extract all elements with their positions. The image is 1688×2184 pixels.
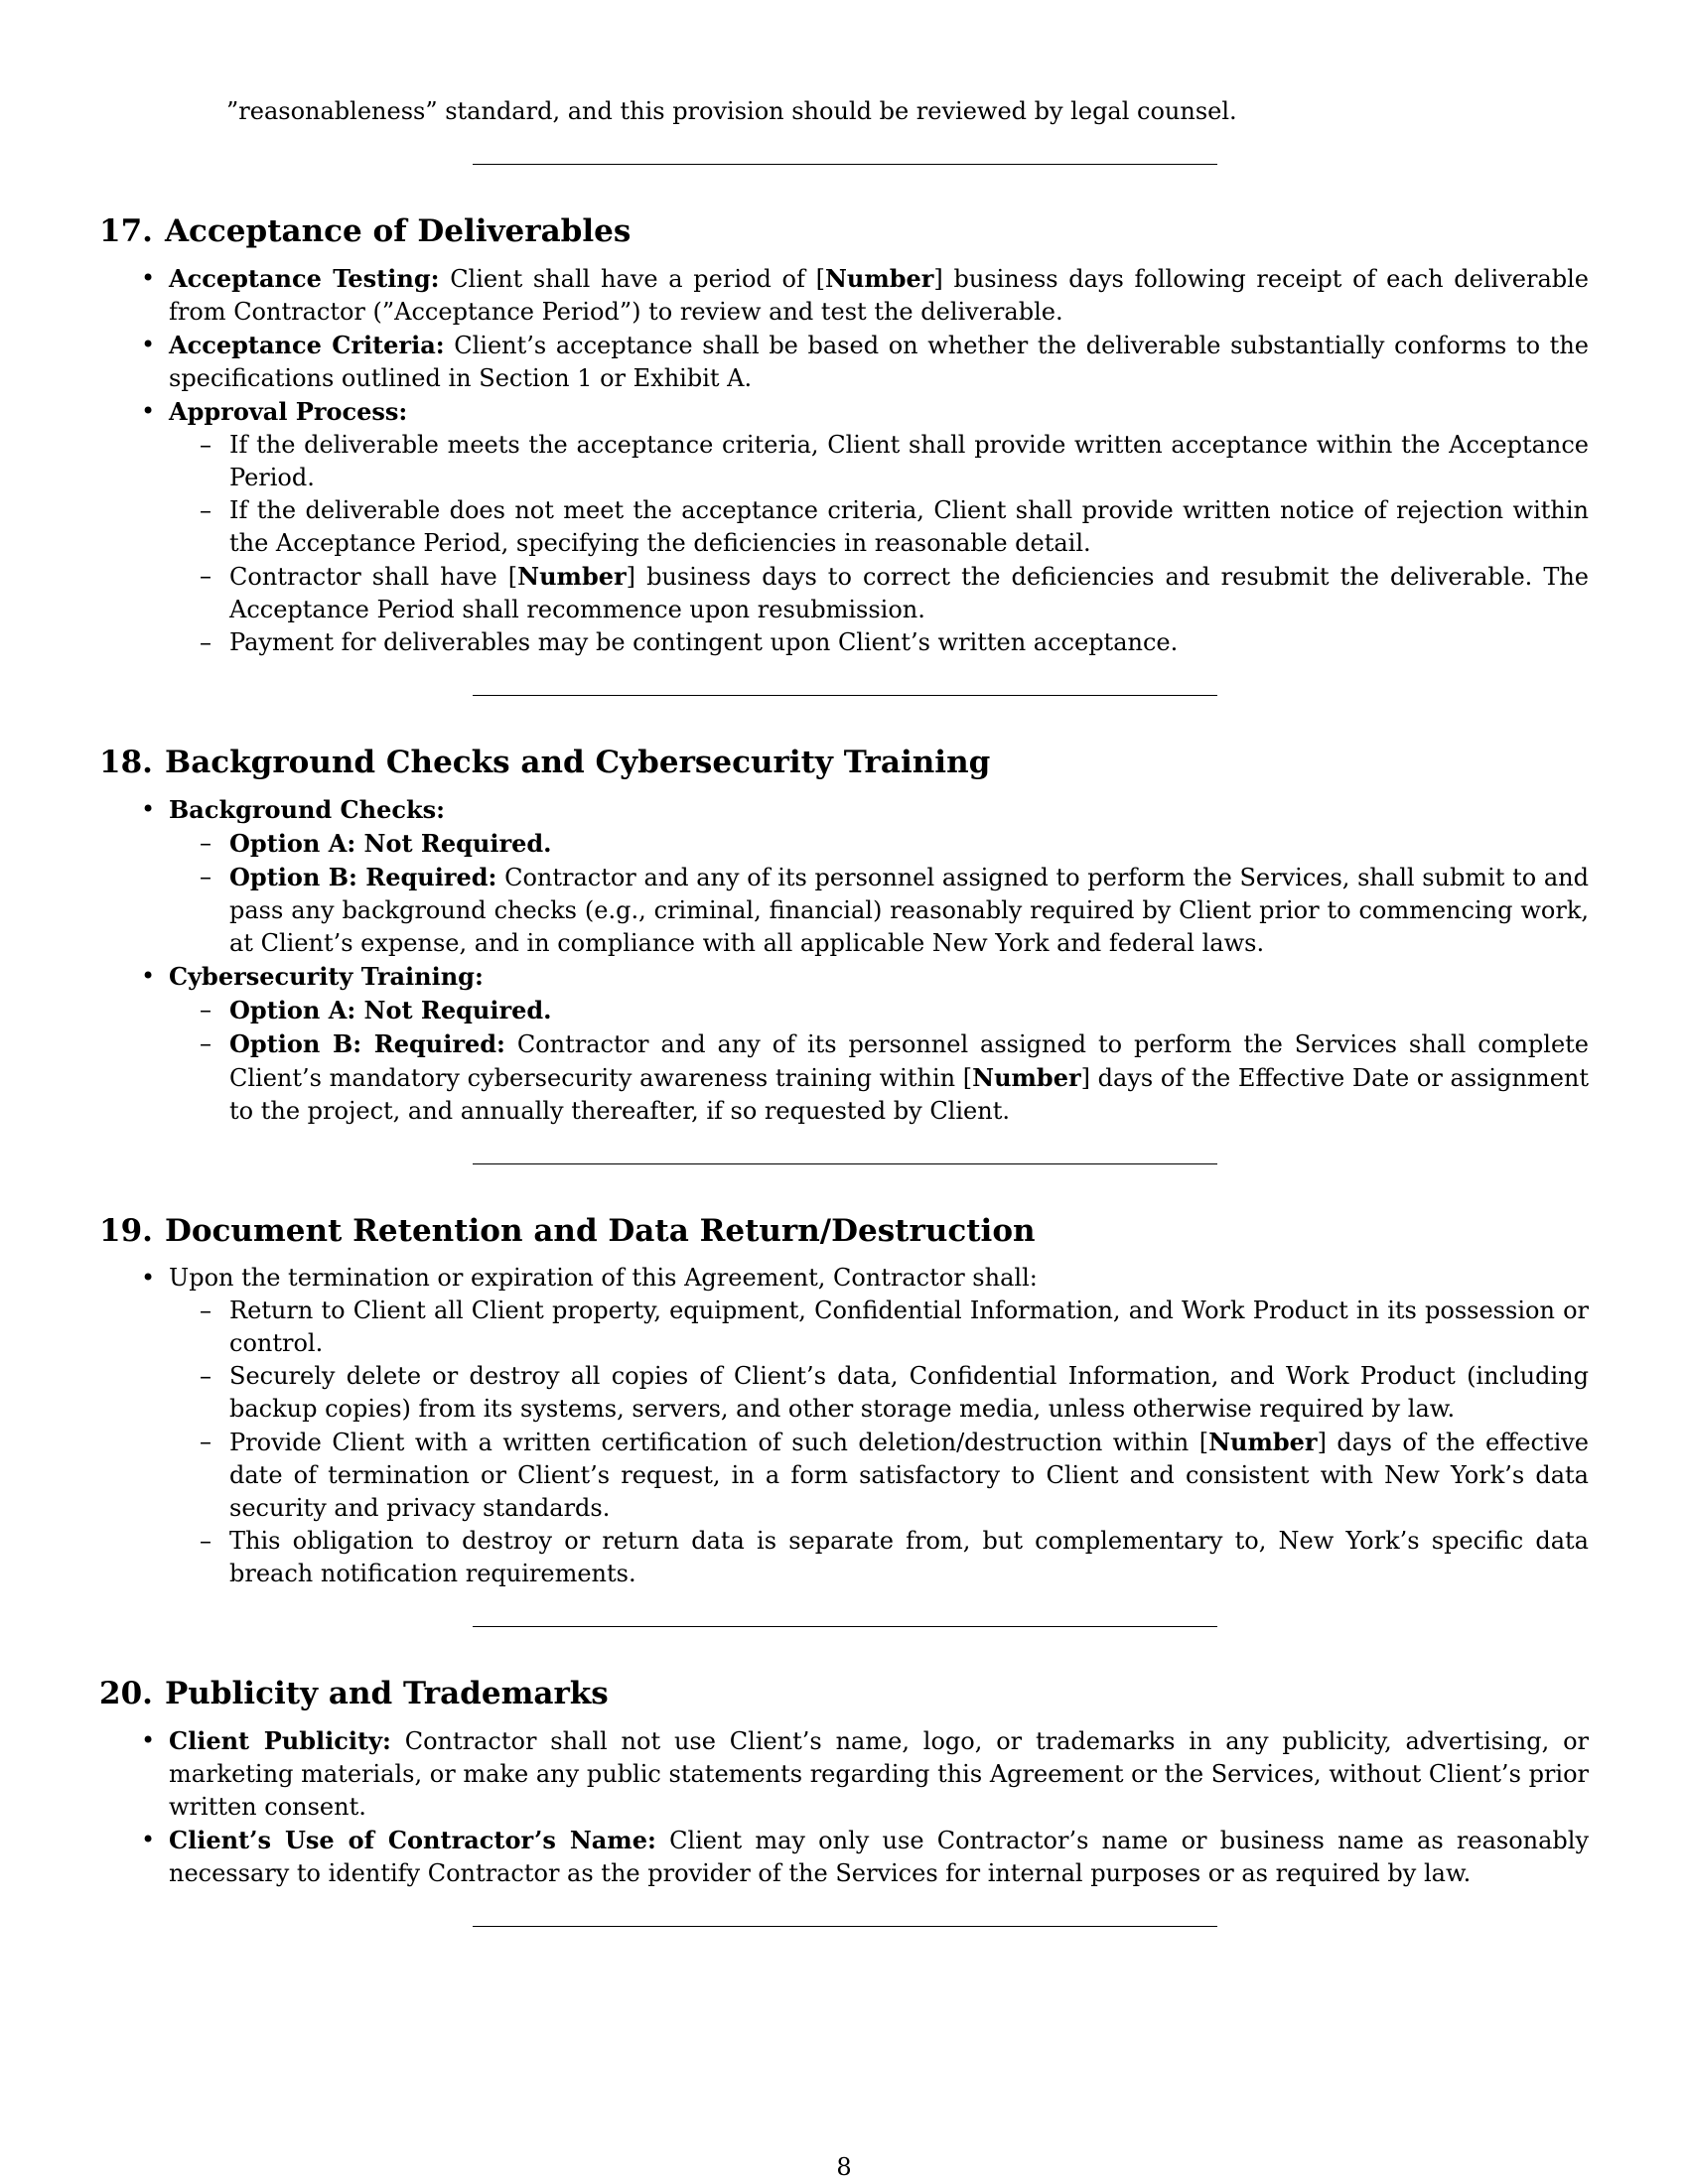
item-text: ] days of the effective date of termination or Client’s request, in a form satisfactory to Client and consistent with New York’s data security and privacy standards. [229,1429,1590,1522]
bullet-list [99,262,1589,659]
section-number: 19. [99,1213,153,1249]
section-divider [473,1926,1217,1927]
document-page [99,95,1589,1927]
list-item [169,1824,1589,1890]
item-text: Contractor shall have [ [229,563,518,591]
item-label: Acceptance Criteria: [169,331,445,359]
item-text: ] days of the Effective Date or assignment to the project, and annually thereafter, if so requested by Client. [229,1064,1589,1125]
item-text: ] business days to correct the deficiencies and resubmit the deliverable. The Acceptance Period shall recommence upon resubmission. [229,563,1589,623]
section-divider [473,1163,1217,1164]
item-text: Contractor shall not use Client’s name, logo, or trademarks in any publicity, advertising, or marketing materials, or make any public statements regarding this Agreement or the Services, without Client’s prior written consent. [169,1727,1589,1821]
section-19 [99,1210,1589,1590]
list-item [169,793,1589,960]
item-text: ] business days following receipt of each deliverable from Contractor (”Acceptance Period”) to review and test the deliverable. [169,265,1589,326]
section-17 [99,210,1589,659]
list-item [169,1724,1589,1824]
option-label: Option A: Not Required. [229,996,552,1024]
item-text: Client shall have a period of [ [439,265,825,293]
item-text: Contractor and any of its personnel assigned to perform the Services shall complete Client’s mandatory cybersecurity awareness training within [ [229,1030,1590,1092]
list-item [169,1262,1589,1590]
placeholder-number: Number [517,562,627,591]
item-label: Background Checks: [169,795,445,824]
item-label: Client’s Use of Contractor’s Name: [169,1826,656,1854]
item-label: Cybersecurity Training: [169,962,484,991]
bullet-list [99,1262,1589,1590]
list-item [169,329,1589,395]
item-text: Client’s acceptance shall be based on whether the deliverable substantially conforms to the specifications outlined in Section 1 or Exhibit A. [169,332,1589,392]
sub-item: – Return to Client all Client property, equipment, Confidential Information, and Work Product in its possession or control. [229,1295,1589,1360]
list-item [169,960,1589,1128]
sub-list [169,429,1589,659]
section-heading [99,1673,1589,1714]
sub-item [229,560,1589,626]
sub-item: – Payment for deliverables may be contingent upon Client’s written acceptance. [229,626,1589,659]
section-title: Background Checks and Cybersecurity Training [165,745,991,780]
bullet-list [99,1724,1589,1890]
sub-item [229,1027,1589,1128]
section-number: 17. [99,213,153,249]
section-heading [99,742,1589,783]
section-divider [473,164,1217,165]
item-text: Provide Client with a written certification of such deletion/destruction within [ [229,1429,1209,1456]
option-label: Option B: Required: [229,863,497,891]
bullet-list [99,793,1589,1128]
sub-item [229,827,1589,861]
sub-item: – Securely delete or destroy all copies of Client’s data, Confidential Information, and Work Product (including backup copies) from its systems, servers, and other storage media, unless otherwise required by law. [229,1360,1589,1426]
placeholder-number: Number [1208,1428,1318,1456]
section-divider [473,695,1217,696]
sub-list [169,1295,1589,1590]
section-title: Publicity and Trademarks [165,1676,609,1711]
option-label: Option B: Required: [229,1029,505,1058]
item-text: Contractor and any of its personnel assigned to perform the Services, shall submit to and pass any background checks (e.g., criminal, financial) reasonably required by Client prior to commencing work, at Client’s expense, and in compliance with all applicable New York and federal laws. [229,864,1589,957]
item-text: Client may only use Contractor’s name or business name as reasonably necessary to identify Contractor as the provider of the Services for internal purposes or as required by law. [169,1827,1590,1887]
section-number: 18. [99,745,153,780]
section-heading [99,210,1589,252]
placeholder-number: Number [824,264,934,293]
section-18 [99,742,1589,1128]
section-20 [99,1673,1589,1890]
page-number: 8 [836,2153,852,2181]
continuation-text: ”reasonableness” standard, and this provision should be reviewed by legal counsel. [226,97,1237,125]
sub-item [229,994,1589,1027]
item-text: Upon the termination or expiration of this Agreement, Contractor shall: [169,1264,1038,1292]
list-item [169,395,1589,659]
option-label: Option A: Not Required. [229,829,552,858]
sub-list [169,827,1589,960]
placeholder-number: Number [972,1063,1081,1092]
sub-item: – This obligation to destroy or return data is separate from, but complementary to, New York’s specific data breach notification requirements. [229,1525,1589,1590]
sub-item [229,861,1589,960]
item-label: Acceptance Testing: [169,264,440,293]
item-label: Approval Process: [169,397,408,426]
item-label: Client Publicity: [169,1726,391,1755]
section-title: Document Retention and Data Return/Destruction [165,1213,1036,1249]
list-item [169,262,1589,329]
section-divider [473,1626,1217,1627]
sub-item: – If the deliverable does not meet the acceptance criteria, Client shall provide written notice of rejection within the Acceptance Period, specifying the deficiencies in reasonable detail. [229,494,1589,560]
sub-list [169,994,1589,1128]
section-title: Acceptance of Deliverables [165,213,632,249]
sub-item: – If the deliverable meets the acceptance criteria, Client shall provide written acceptance within the Acceptance Period. [229,429,1589,494]
section-heading [99,1210,1589,1252]
sub-item [229,1426,1589,1525]
section-number: 20. [99,1676,153,1711]
